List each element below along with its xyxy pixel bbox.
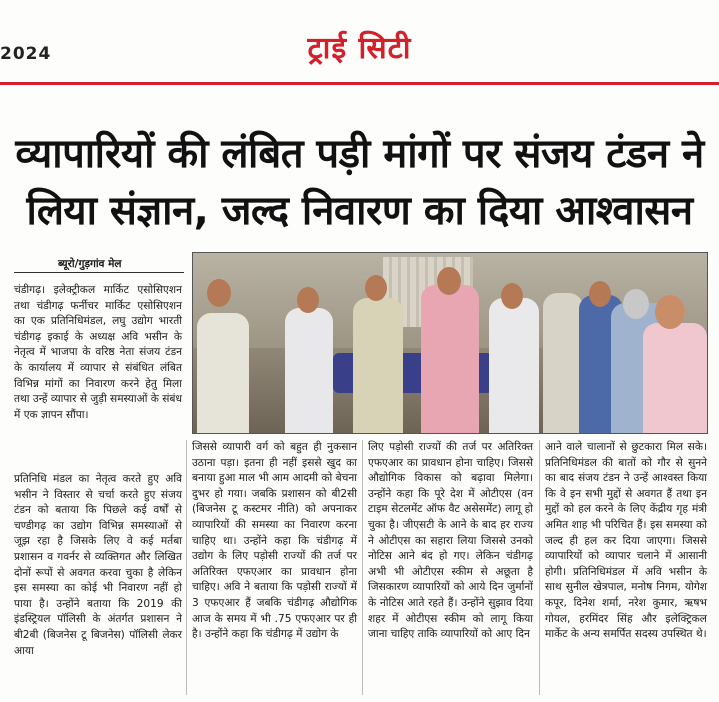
section-title: ट्राई सिटी — [307, 31, 412, 66]
news-photo — [192, 252, 708, 434]
article-column-1b — [14, 472, 182, 659]
article-column-3 — [368, 440, 533, 643]
article-column-4 — [545, 440, 707, 643]
byline-divider — [14, 272, 184, 273]
section-divider — [0, 82, 719, 85]
byline: ब्यूरो/गुड़गांव मेल — [58, 258, 122, 270]
article-paragraph: जिससे व्यापारी वर्ग को बहुत ही नुकसान उठाना पड़ा। इतना ही नहीं इससे खुद का बनाया हुआ माल भी आम आदमी को बेचना दुभर हो गया। जबकि प्रशासन को बी2सी (बिजनेस टू कस्टमर नीति) को अपनाकर व्यापारियों की समस्या का निवारण करना चाहिए था। उन्होंने कहा कि चंडीगढ़ में उद्योग के लिए पड़ोसी राज्यों की तर्ज पर अतिरिक्त एफएआर का प्रावधान होना चाहिए। अवि ने बताया कि पड़ोसी राज्यों में 3 एफएआर हैं जबकि चंडीगढ़ औद्योगिक आज के समय में भी .75 एफएआर पर ही है। उन्होंने कहा कि चंडीगढ़ में उद्योग के — [192, 441, 358, 641]
article-paragraph: प्रतिनिधि मंडल का नेतृत्व करते हुए अवि भसीन ने विस्तार से चर्चा करते हुए संजय टंडन को बताया कि पिछले कई वर्षों से चण्डीगढ़ का उद्योग विभिन्न समस्याओं से जूझ रहा है जिसके लिए वे कई मर्तबा प्रशासन व गवर्नर से व्यक्तिगत और लिखित दोनों रूपों से अवगत करवा चुका है लेकिन इस समस्या का कोई भी निवारण नहीं हो पाया है। उन्होंने बताया कि 2019 की इंडस्ट्रियल पॉलिसी के अंतर्गत प्रशासन ने बी2बी (बिजनेस टू बिजनेस) पॉलिसी लेकर आया — [14, 473, 182, 657]
article-paragraph: लिए पड़ोसी राज्यों की तर्ज पर अतिरिक्त एफएआर का प्रावधान होना चाहिए। जिससे औद्योगिक विकास को बढ़ावा मिलेगा। उन्होंने कहा कि पूरे देश में ओटीएस (वन टाइम सेटलमेंट ऑफ वैट असेसमेंट) लागू हो चुका है। जीएसटी के आने के बाद हर राज्य ने ओटीएस का सहारा लिया जिससे उनको नोटिस आने बंद हो गए। लेकिन चंडीगढ़ अभी भी ओटीएस स्कीम से अछूता है जिसकारण व्यापारियों को आये दिन जुर्मानों के नोटिस आते रहते हैं। उन्होंने सुझाव दिया शहर में ओटीएस स्कीम को लागू किया जाना चाहिए ताकि व्यापारियों को आए दिन — [368, 441, 533, 641]
column-divider — [186, 440, 187, 695]
headline-line-2: लिया संज्ञान, जल्द निवारण का दिया आश्वासन — [26, 188, 693, 234]
column-divider — [539, 440, 540, 695]
article-intro-paragraph: चंडीगढ़। इलेक्ट्रीकल मार्किट एसोसिएशन तथा चंडीगढ़ फर्नीचर मार्किट एसोसिएशन का एक प्रतिनिधिमंडल, लघु उद्योग भारती चंडीगढ़ इकाई के अध्यक्ष अवि भसीन के नेतृत्व में भाजपा के वरिष्ठ नेता संजय टंडन के कार्यालय में व्यापार से संबंधित लंबित विभिन्न मांगों का निवारण करने हेतु मिला तथा उन्हें व्यापार से जुड़ी समस्याओं के संबंध में एक ज्ञापन सौंपा। — [14, 284, 182, 421]
column-divider — [362, 440, 363, 695]
issue-year: 2024 — [0, 44, 52, 64]
article-paragraph: आने वाले चालानों से छुटकारा मिल सके। प्रतिनिधिमंडल की बातों को गौर से सुनने का बाद संजय टंडन ने उन्हें आश्वस्त किया कि वे इन सभी मुद्दों से अवगत हैं तथा इन मुद्दों को हल करने के लिए केंद्रीय गृह मंत्री अमित शाह भी परिचित हैं। इस समस्या को जल्द ही हल कर दिया जाएगा। जिससे व्यापारियों को व्यापार चलाने में आसानी होगी। प्रतिनिधिमंडल में अवि भसीन के साथ सुनील खेत्रपाल, मनोष निगम, योगेश कपूर, दिनेश शर्मा, नरेश कुमार, ऋषभ गोयल, हरमिंदर सिंह और इलेक्ट्रिकल मार्केट के अन्य समर्पित सदस्य उपस्थित थे। — [545, 441, 707, 641]
headline-line-1: व्यापारियों की लंबित पड़ी मांगों पर संजय टंडन ने — [15, 131, 704, 177]
article-column-1 — [14, 283, 182, 423]
article-column-2 — [192, 440, 357, 643]
